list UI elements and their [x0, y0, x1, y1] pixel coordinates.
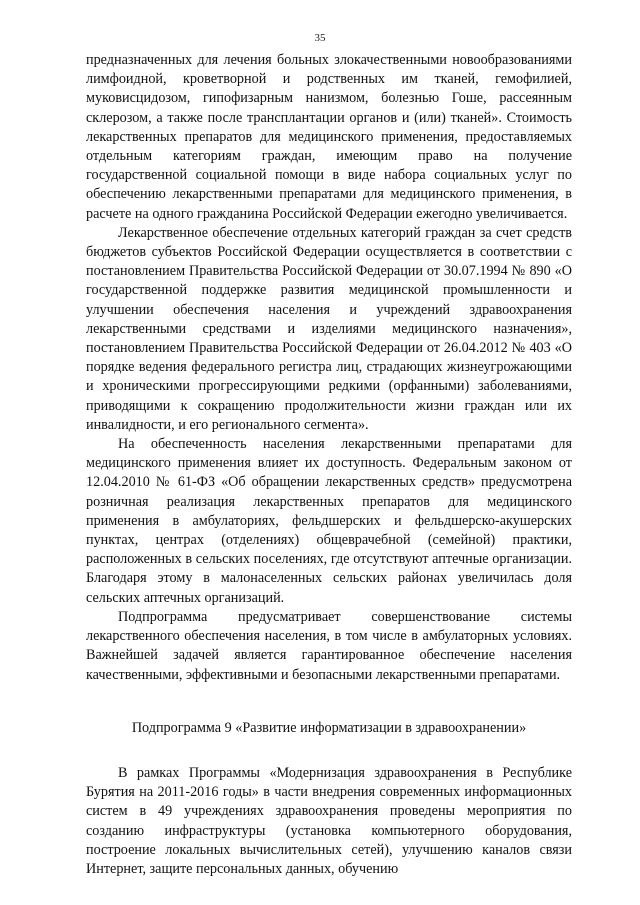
- paragraph-drug-availability: На обеспеченность населения лекарственными препаратами для медицинского применения влияет их доступность. Федеральным законом от 12.04.2010 № 61-ФЗ «Об обращении лекарственных средств» предусмотрена розничная реализация лекарственных препаратов для медицинского применения в амбулаториях, фельдшерских и фельдшерско-акушерских пунктах, центрах (отделениях) общеврачебной (семейной) практики, расположенных в сельских поселениях, где отсутствуют аптечные организации. Благодаря этому в малонаселенных сельских районах увеличилась доля сельских аптечных организаций.: [86, 436, 572, 606]
- paragraph-continuation: предназначенных для лечения больных злокачественными новообразованиями лимфоидной, кроветворной и родственных им тканей, гемофилией, муковисцидозом, гипофизарным нанизмом, болезнью Гоше, рассеянным склерозом, а также после трансплантации органов и (или) тканей». Стоимость лекарственных препаратов для медицинского применения, предоставляемых отдельным категориям граждан, имеющим право на получение государственной социальной помощи в виде набора социальных услуг по обеспечению лекарственными препаратами для медицинского применения, в расчете на одного гражданина Российской Федерации ежегодно увеличивается.: [86, 52, 572, 222]
- document-body: [86, 51, 572, 879]
- paragraph-subprogram-goals: Подпрограмма предусматривает совершенствование системы лекарственного обеспечения населения, в том числе в амбулаторных условиях. Важнейшей задачей является гарантированное обеспечение населения качественными, эффективными и безопасными лекарственными препаратами.: [86, 608, 572, 683]
- page-number: 35: [314, 32, 326, 44]
- paragraph-regional-drug-supply: Лекарственное обеспечение отдельных категорий граждан за счет средств бюджетов субъектов Российской Федерации осуществляется в соответствии с постановлением Правительства Российской Федерации от 30.07.1994 № 890 «О государственной поддержке развития медицинской промышленности и улучшении обеспечения населения и учреждений здравоохранения лекарственными средствами и изделиями медицинского назначения», постановлением Правительства Российской Федерации от 26.04.2012 № 403 «О порядке ведения федерального регистра лиц, страдающих жизнеугрожающими и хроническими прогрессирующими редкими (орфанными) заболеваниями, приводящими к сокращению продолжительности жизни граждан или их инвалидности, и его регионального сегмента».: [86, 224, 572, 433]
- paragraph-modernization-program: В рамках Программы «Модернизация здравоохранения в Республике Бурятия на 2011-2016 годы» в части внедрения современных информационных систем в 49 учреждениях здравоохранения проведены мероприятия по созданию инфраструктуры (установка компьютерного оборудования, построение локальных вычислительных сетей), улучшению каналов связи Интернет, защите персональных данных, обучению: [86, 764, 572, 877]
- section-heading: Подпрограмма 9 «Развитие информатизации в здравоохранении»: [131, 719, 527, 736]
